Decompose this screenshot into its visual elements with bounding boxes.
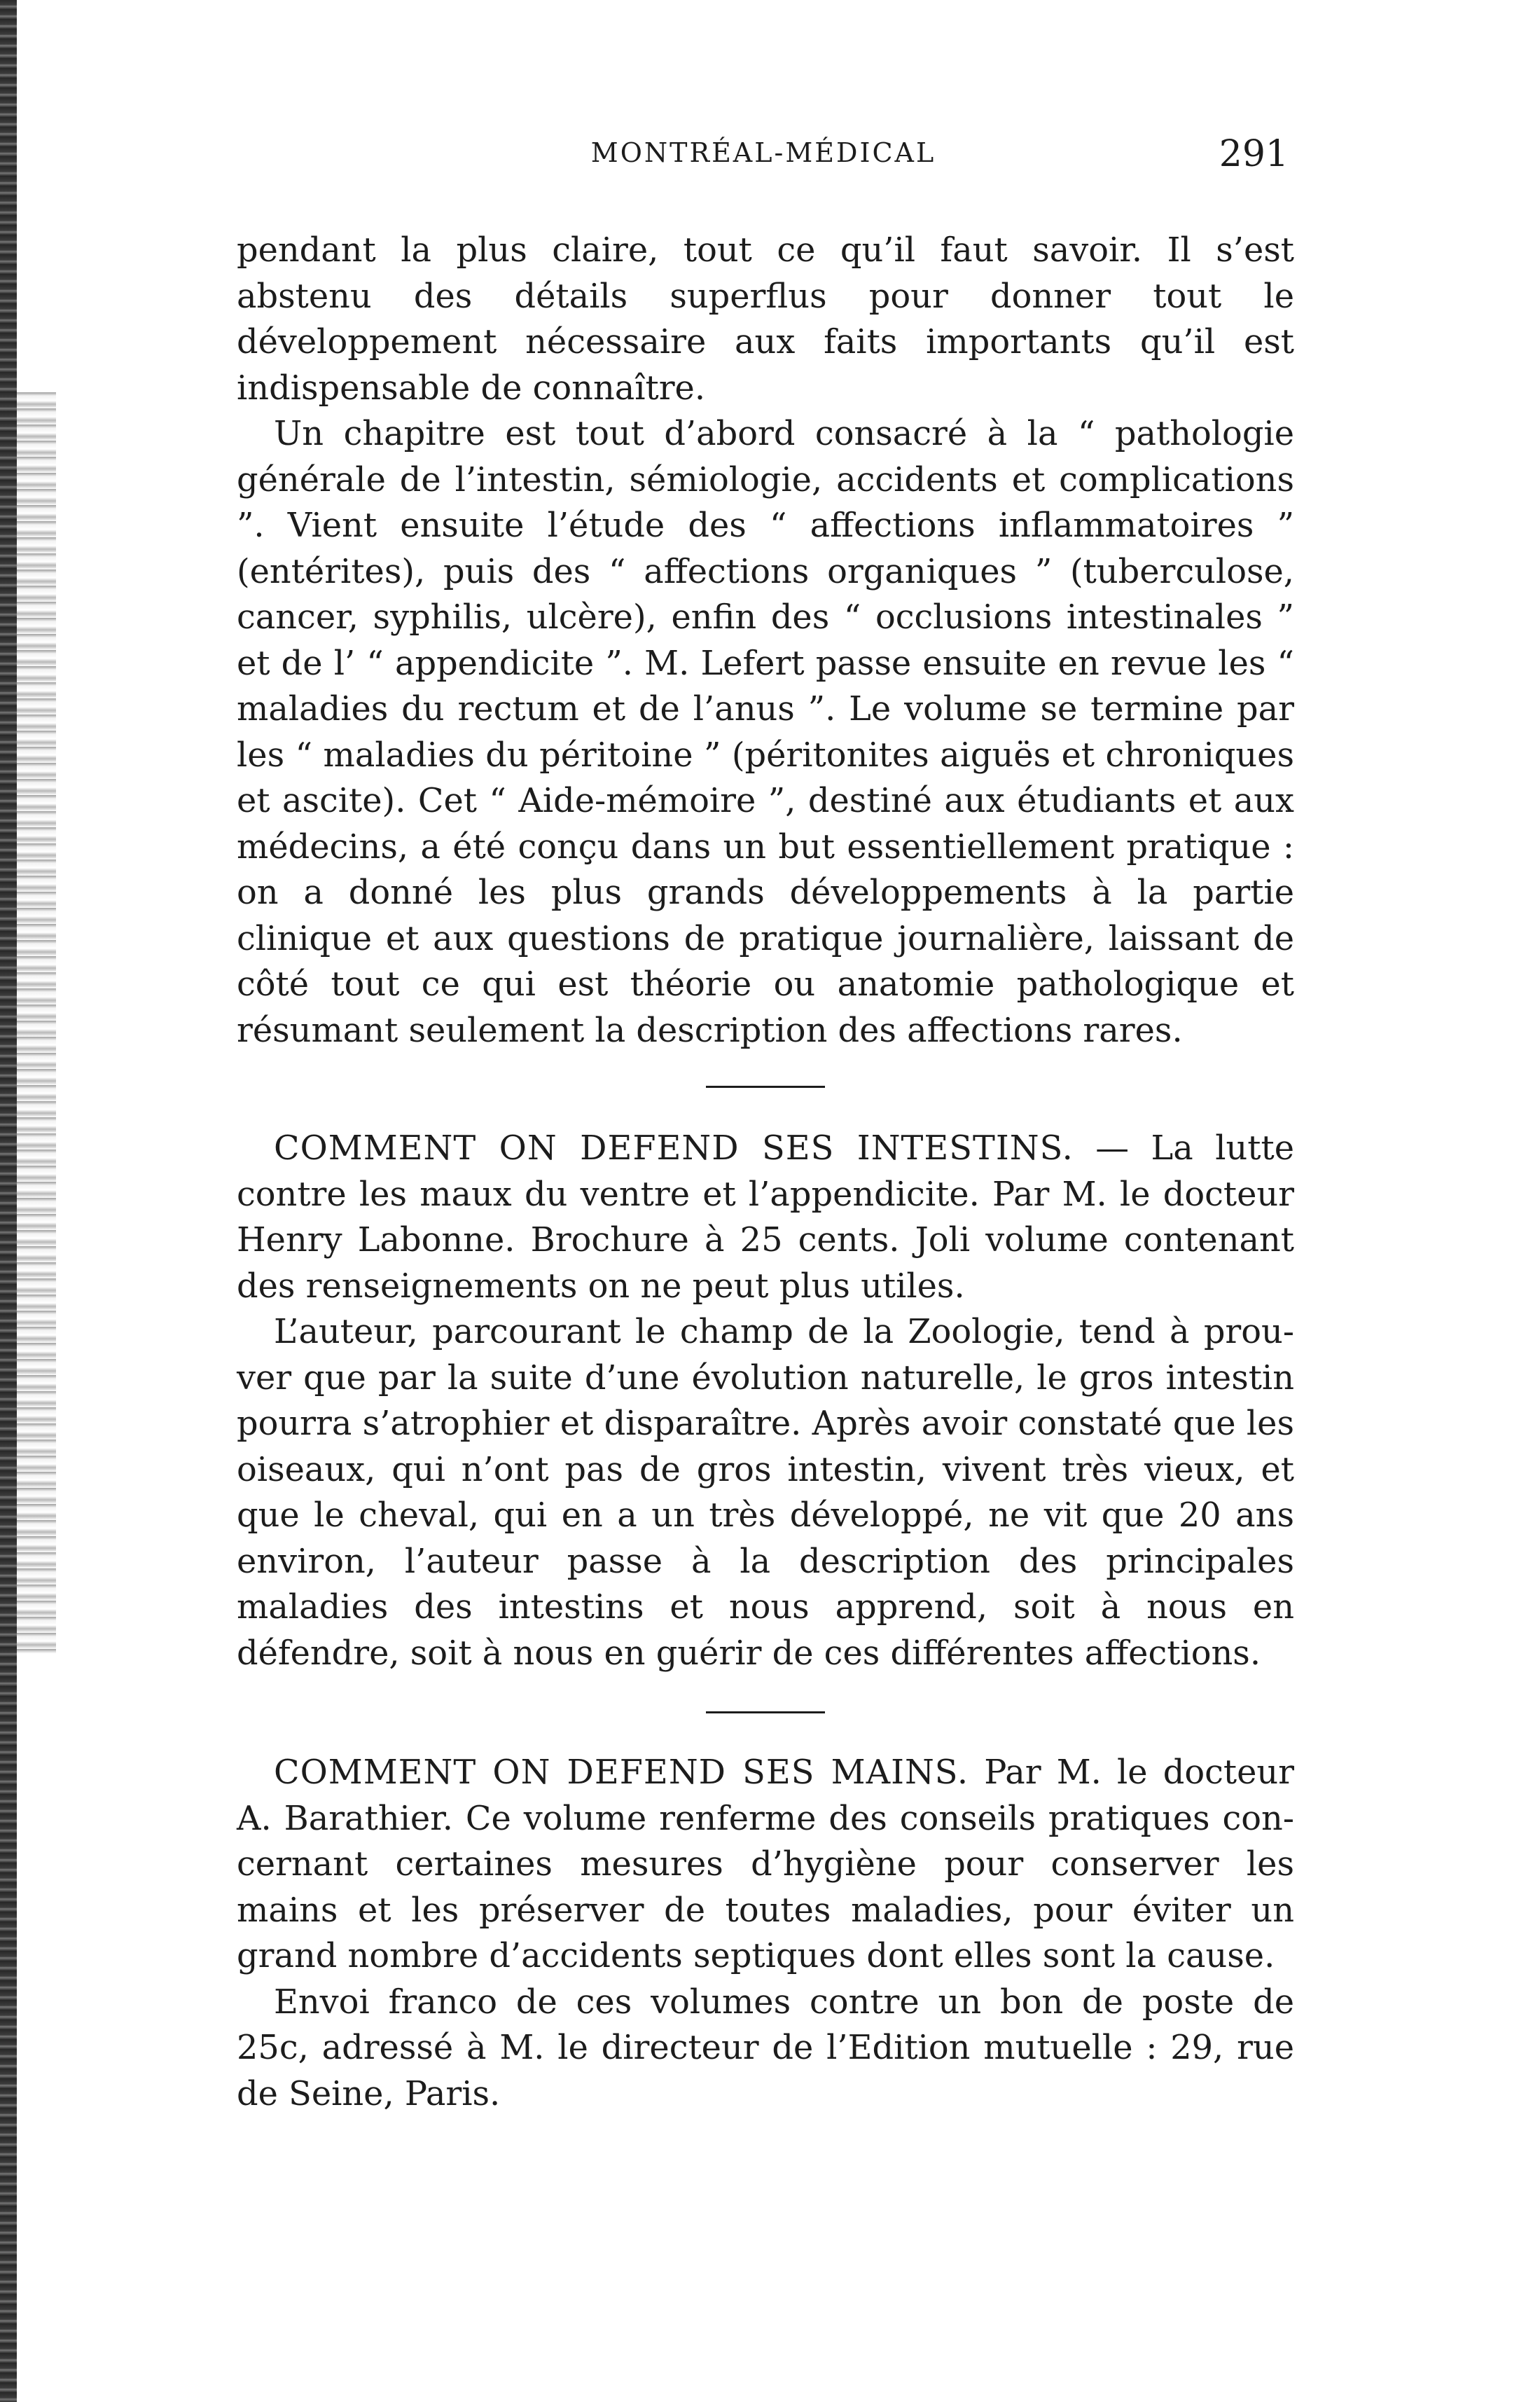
review-mains-lead — [237, 1750, 1294, 1980]
review-intestins-lead — [237, 1126, 1294, 1309]
review-intestins-title: COMMENT ON DEFEND SES INTESTINS. — [274, 1129, 1074, 1168]
review-intestins-paragraph: L’auteur, parcourant le champ de la Zoologie, tend à prouver que par la suite d’une évolution naturelle, le gros intestin pourra s’atrophier et disparaître. Après avoir constaté que les oiseaux, qui n’ont pas de gros intestin, vivent très vieux, et que le cheval, qui en a un très développé, ne vit que 20 ans environ, l’auteur passe à la description des principales maladies des intestins et nous apprend, soit à nous en défendre, soit à nous en guérir de ces différentes affections. — [237, 1313, 1294, 1673]
journal-title: MONTRÉAL-MÉDICAL — [590, 137, 936, 168]
page-number: 291 — [1219, 133, 1289, 175]
section-divider — [706, 1711, 825, 1713]
section-divider — [706, 1086, 825, 1088]
paragraph-continued: pendant la plus claire, tout ce qu’il faut savoir. Il s’est abstenu des détails superflus pour donner tout le développement nécessaire aux faits importants qu’il est indispensable de connaître. — [237, 231, 1294, 408]
scan-binding-shadow — [17, 392, 56, 1653]
review-mains-title: COMMENT ON DEFEND SES MAINS. — [274, 1753, 969, 1792]
scan-binding-edge — [0, 0, 17, 2402]
ordering-info-paragraph: Envoi franco de ces volumes contre un bon de poste de 25c, adressé à M. le directeur de l’Edition mutuelle : 29, rue de Seine, Paris. — [237, 1982, 1294, 2113]
review-mains-lead-text: Par M. le docteur A. Barathier. Ce volume renferme des conseils pratiques concernant certaines mesures d’hygiène pour conserver les mains et les préserver de toutes maladies, pour éviter un grand nombre d’accidents septiques dont elles sont la cause. — [237, 1753, 1294, 1975]
article-body — [237, 228, 1294, 2117]
review-intestins-lead-text: — La lutte contre les maux du ventre et l’appendicite. Par M. le docteur Henry Labonne. Brochure à 25 cents. Joli volume contenant des renseignements on ne peut plus utiles. — [237, 1129, 1294, 1306]
paragraph-chapter-summary: Un chapitre est tout d’abord consacré à la “ pathologie générale de l’intestin, sémiologie, accidents et complications ”. Vient ensuite l’étude des “ affections inflammatoires ” (entérites), puis des “ affections organiques ” (tuberculose, cancer, syphilis, ulcère), enfin des “ occlusions intestinales ” et de l’ “ appendicite ”. M. Lefert passe ensuite en revue les “ maladies du rectum et de l’anus ”. Le volume se termine par les “ maladies du péritoine ” (péritonites aiguës et chroniques et ascite). Cet “ Aide-mémoire ”, destiné aux étudiants et aux médecins, a été conçu dans un but essentiellement pratique : on a donné les plus grands développements à la partie clinique et aux questions de pratique journalière, laissant de côté tout ce qui est théorie ou anatomie pathologique et résumant seulement la description des affections rares. — [237, 415, 1294, 1050]
running-head — [238, 133, 1289, 182]
